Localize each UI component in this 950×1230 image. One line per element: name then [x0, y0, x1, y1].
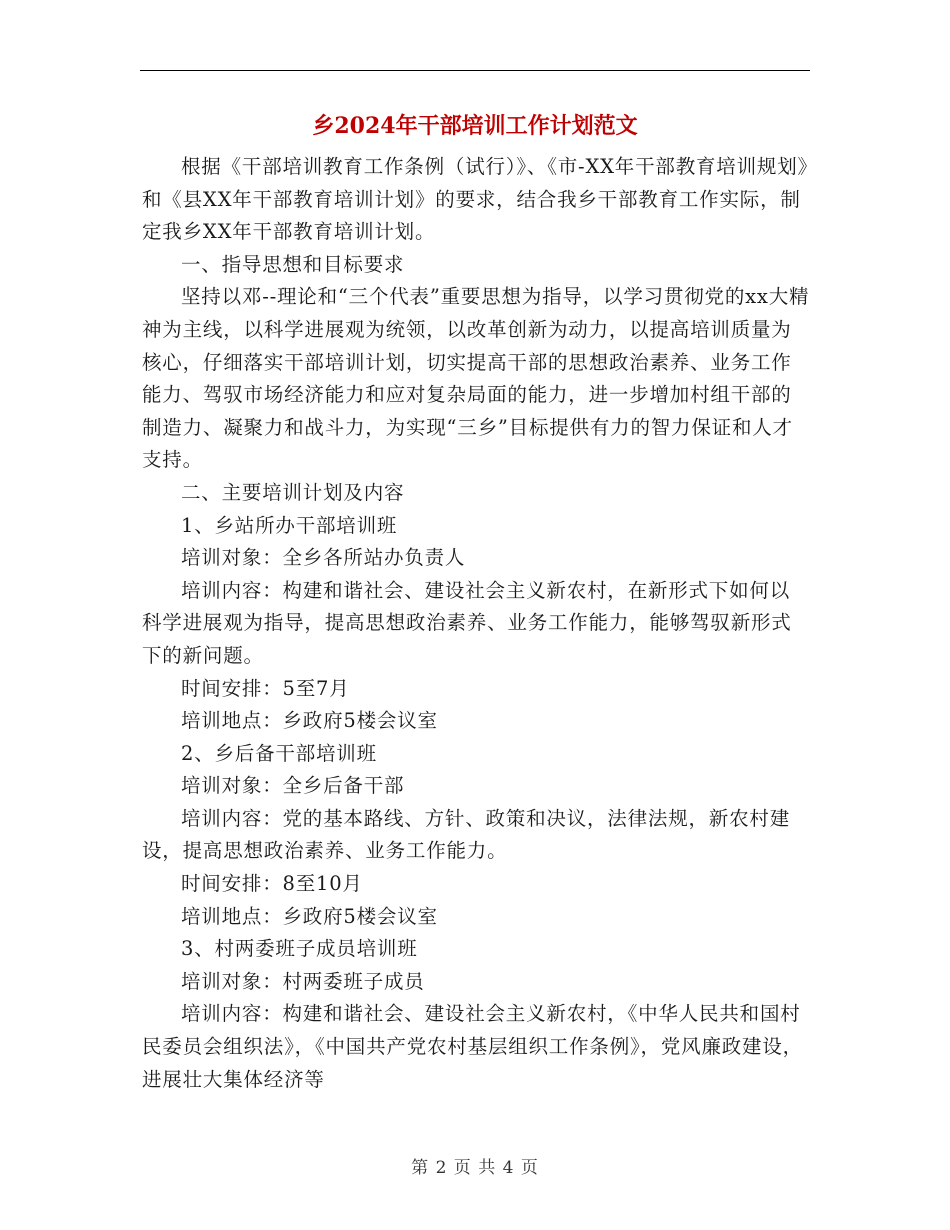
guiding-paragraph: 坚持以邓--理论和“三个代表”重要思想为指导，以学习贯彻党的xx大精神为主线，以科学进展观为统领，以改革创新为动力，以提高培训质量为核心，仔细落实干部培训计划，切实提高干部的思想政治素养、业务工作能力、驾驭市场经济能力和应对复杂局面的能力，进一步增加村组干部的制造力、凝聚力和战斗力，为实现“三乡”目标提供有力的智力保证和人才支持。	[142, 285, 810, 472]
page-footer: 第 2 页 共 4 页	[411, 1158, 539, 1178]
class-1-content: 培训内容：构建和谐社会、建设社会主义新农村，在新形式下如何以科学进展观为指导，提高思想政治素养、业务工作能力，能够驾驭新形式下的新问题。	[142, 578, 792, 667]
page-title: 乡2024年干部培训工作计划范文	[312, 113, 638, 139]
header-rule	[140, 70, 810, 71]
class-1-location: 培训地点：乡政府5楼会议室	[181, 709, 438, 733]
class-1-heading: 1、乡站所办干部培训班	[181, 513, 398, 537]
section-heading-1: 一、指导思想和目标要求	[181, 252, 405, 276]
document-body	[142, 151, 810, 1096]
class-2-time: 时间安排：8至10月	[181, 872, 363, 896]
class-2-location: 培训地点：乡政府5楼会议室	[181, 904, 438, 928]
class-3-content: 培训内容：构建和谐社会、建设社会主义新农村，《中华人民共和国村民委员会组织法》，《中国共产党农村基层组织工作条例》，党风廉政建设，进展壮大集体经济等	[142, 1002, 803, 1091]
section-heading-2: 二、主要培训计划及内容	[181, 480, 405, 504]
class-1-target: 培训对象：全乡各所站办负责人	[181, 546, 466, 570]
class-2-heading: 2、乡后备干部培训班	[181, 741, 377, 765]
class-2-target: 培训对象：全乡后备干部	[181, 774, 405, 798]
class-3-heading: 3、村两委班子成员培训班	[181, 937, 418, 961]
class-1-time: 时间安排：5至7月	[181, 676, 350, 700]
class-3-target: 培训对象：村两委班子成员	[181, 969, 425, 993]
intro-paragraph: 根据《干部培训教育工作条例（试行）》、《市-XX年干部教育培训规划》和《县XX年干部教育培训计划》的要求，结合我乡干部教育工作实际，制定我乡XX年干部教育培训计划。	[142, 155, 809, 244]
class-2-content: 培训内容：党的基本路线、方针、政策和决议，法律法规，新农村建设，提高思想政治素养、业务工作能力。	[142, 806, 791, 863]
